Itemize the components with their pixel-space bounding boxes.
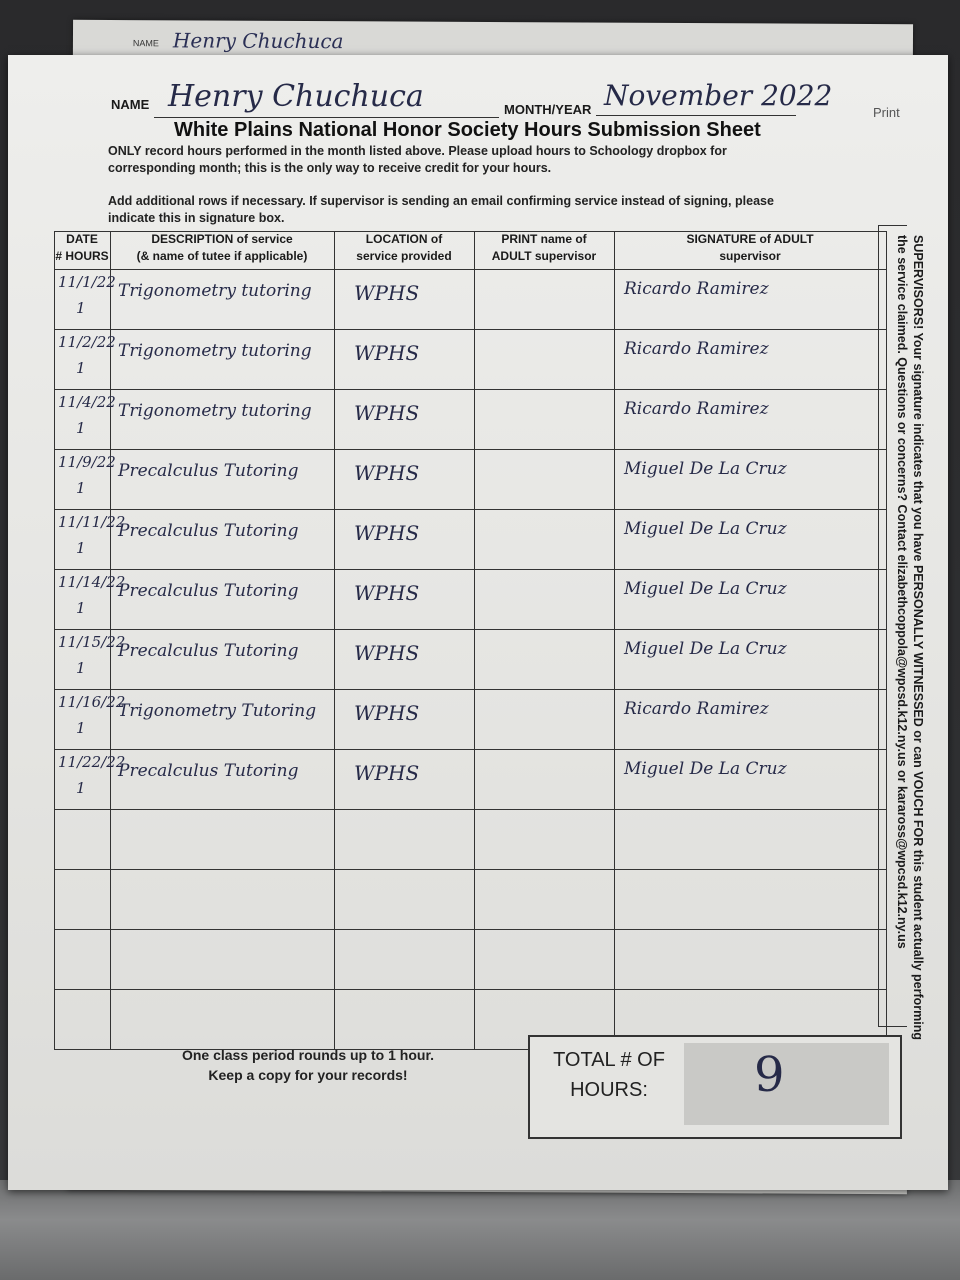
row-description: Precalculus Tutoring (118, 581, 299, 601)
month-underline (596, 115, 796, 116)
table-hline (54, 989, 886, 990)
row-hours: 1 (76, 299, 86, 317)
total-hours-value: 9 (754, 1047, 785, 1103)
submission-sheet (8, 55, 948, 1190)
table-top-border (54, 231, 886, 232)
row-location: WPHS (354, 521, 420, 545)
page-title: White Plains National Honor Society Hours Submission Sheet (174, 119, 761, 141)
table-hline (54, 869, 886, 870)
row-signature: Ricardo Ramirez (624, 699, 769, 719)
row-hours: 1 (76, 419, 86, 437)
table-hline (54, 749, 886, 750)
row-date: 11/4/22 (58, 393, 116, 411)
column-header-1: DESCRIPTION of service (& name of tutee if applicable) (136, 232, 308, 263)
table-hline (54, 449, 886, 450)
row-date: 11/16/22 (58, 693, 126, 711)
table-hline (54, 329, 886, 330)
table-hline (54, 809, 886, 810)
supervisor-note-line2: the service claimed. Questions or concerns? Contact elizabethcoppola@wpcsd.k12.ny.us or karaross@wpcsd.k12.ny.us (895, 235, 909, 949)
name-value: Henry Chuchuca (168, 79, 424, 114)
supervisor-note (894, 235, 926, 1095)
table-hline (54, 269, 886, 270)
total-hours-label (544, 1045, 674, 1105)
instruction-month: ONLY record hours performed in the month listed above. Please upload hours to Schoology dropbox for corresponding month; this is the only way to receive credit for your hours. (108, 144, 727, 175)
table-hline (54, 629, 886, 630)
total-label-line2: HOURS: (570, 1079, 648, 1101)
row-date: 11/9/22 (58, 453, 116, 471)
table-vline (614, 231, 615, 1049)
table-hline (54, 509, 886, 510)
row-location: WPHS (354, 461, 420, 485)
row-description: Precalculus Tutoring (118, 521, 299, 541)
name-underline (154, 117, 499, 118)
table-vline (54, 231, 55, 1049)
month-year-value: November 2022 (604, 79, 833, 112)
row-hours: 1 (76, 719, 86, 737)
row-description: Trigonometry tutoring (118, 401, 312, 421)
row-location: WPHS (354, 701, 420, 725)
column-header-0: DATE # HOURS (55, 232, 109, 263)
row-description: Precalculus Tutoring (118, 641, 299, 661)
row-date: 11/22/22 (58, 753, 126, 771)
row-hours: 1 (76, 659, 86, 677)
table-hline (54, 569, 886, 570)
footer-note-rounding: One class period rounds up to 1 hour. (181, 1047, 435, 1063)
total-hours-box (528, 1035, 902, 1139)
row-hours: 1 (76, 479, 86, 497)
column-header-2: LOCATION of service provided (356, 232, 452, 263)
row-signature: Ricardo Ramirez (624, 279, 769, 299)
print-link[interactable]: Print (873, 105, 900, 120)
row-signature: Ricardo Ramirez (624, 399, 769, 419)
table-hline (54, 689, 886, 690)
row-description: Trigonometry tutoring (118, 341, 312, 361)
fabric-surface (0, 1180, 960, 1280)
row-date: 11/1/22 (58, 273, 116, 291)
row-location: WPHS (354, 581, 420, 605)
row-date: 11/11/22 (58, 513, 126, 531)
supervisor-note-line1: SUPERVISORS! Your signature indicates that you have PERSONALLY WITNESSED or can VOUCH FOR this student actually performing (911, 235, 925, 1041)
row-hours: 1 (76, 539, 86, 557)
name-label: NAME (111, 97, 150, 112)
row-description: Precalculus Tutoring (118, 761, 299, 781)
row-location: WPHS (354, 761, 420, 785)
back-name-label: NAME (132, 38, 159, 49)
row-description: Trigonometry Tutoring (118, 701, 317, 721)
month-year-label: MONTH/YEAR (504, 102, 592, 117)
row-hours: 1 (76, 359, 86, 377)
column-header-3: PRINT name of ADULT supervisor (491, 232, 597, 263)
row-signature: Miguel De La Cruz (624, 639, 787, 659)
row-location: WPHS (354, 401, 420, 425)
row-signature: Miguel De La Cruz (624, 519, 787, 539)
table-vline (474, 231, 475, 1049)
row-date: 11/14/22 (58, 573, 126, 591)
table-hline (54, 929, 886, 930)
row-signature: Miguel De La Cruz (624, 759, 787, 779)
row-location: WPHS (354, 641, 420, 665)
row-location: WPHS (354, 341, 420, 365)
footer-note (158, 1045, 458, 1085)
footer-note-copy: Keep a copy for your records! (208, 1067, 408, 1083)
hours-table (54, 231, 886, 1049)
column-header-4: SIGNATURE of ADULT supervisor (686, 232, 814, 263)
row-hours: 1 (76, 779, 86, 797)
row-description: Trigonometry tutoring (118, 281, 312, 301)
row-signature: Ricardo Ramirez (624, 339, 769, 359)
back-name-value: Henry Chuchuca (172, 28, 344, 54)
row-date: 11/2/22 (58, 333, 116, 351)
total-hours-field (684, 1043, 889, 1125)
table-vline (334, 231, 335, 1049)
total-label-line1: TOTAL # OF (553, 1049, 665, 1071)
row-signature: Miguel De La Cruz (624, 579, 787, 599)
row-hours: 1 (76, 599, 86, 617)
instruction-rows: Add additional rows if necessary. If supervisor is sending an email confirming service instead of signing, please indicate this in signature box. (108, 194, 774, 225)
row-date: 11/15/22 (58, 633, 126, 651)
row-description: Precalculus Tutoring (118, 461, 299, 481)
row-location: WPHS (354, 281, 420, 305)
row-signature: Miguel De La Cruz (624, 459, 787, 479)
table-hline (54, 389, 886, 390)
